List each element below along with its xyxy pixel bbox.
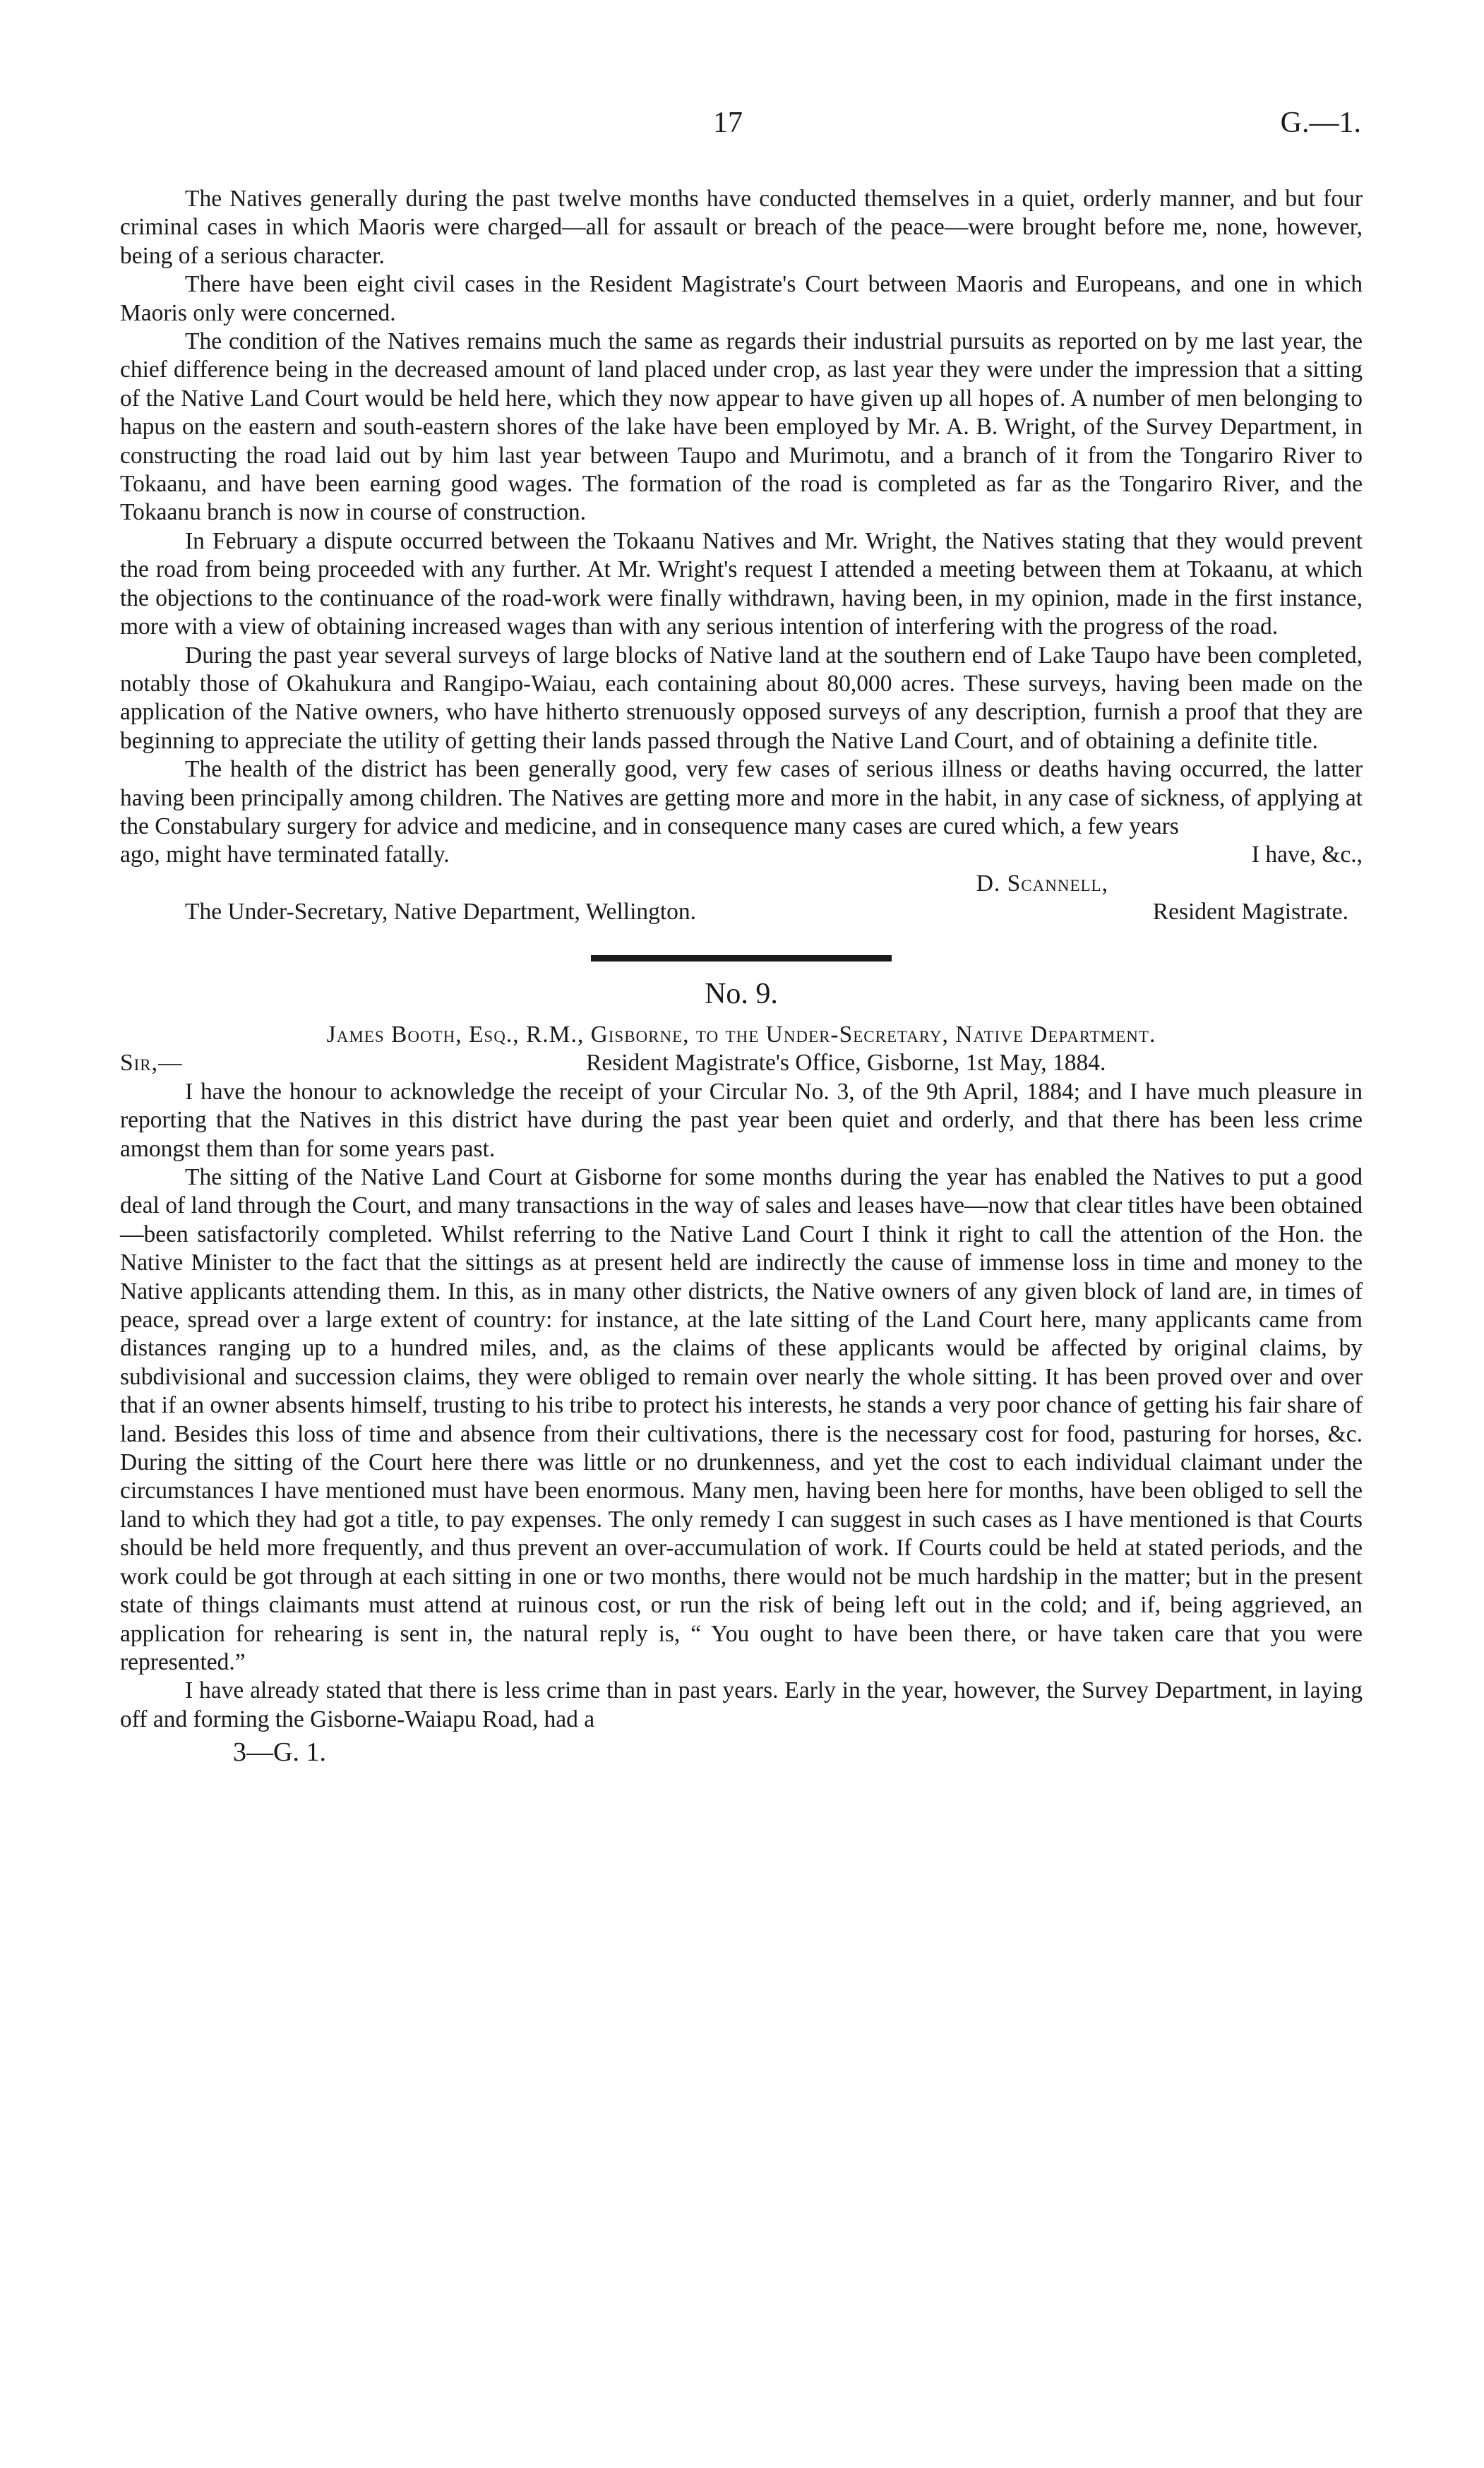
addressee: The Under-Secretary, Native Department, Wellington.	[185, 899, 697, 926]
signature: D. Scannell,	[976, 870, 1108, 897]
from-line: James Booth, Esq., R.M., Gisborne, to the Under-Secretary, Native Department.	[326, 1021, 1156, 1048]
paragraph: The sitting of the Native Land Court at Gisborne for some months during the year has enabled the Natives to put a good deal of land through the Court, and many transactions in the way of sales and leases have—now that clear titles have been obtained—been satisfactorily completed. Whilst referring to the Native Land Court I think it right to call the attention of the Hon. the Native Minister to the fact that the sittings as at present held are indirectly the cause of immense loss in time and money to the Native applicants attending them. In this, as in many other districts, the Native owners of any given block of land are, in times of peace, spread over a large extent of country: for instance, at the late sitting of the Land Court here, many applicants came from distances ranging up to a hundred miles, and, as the claims of these applicants would be affected by original claims, by subdivisional and succession claims, they were obliged to remain over nearly the whole sitting. It has been proved over and over that if an owner absents himself, trusting to his tribe to protect his interests, he stands a very poor chance of getting his fair share of land. Besides this loss of time and absence from their cultivations, there is the necessary cost for food, pasturing for horses, &c. During the sitting of the Court here there was little or no drunkenness, and yet the cost to each individual claimant under the circumstances I have mentioned must have been enormous. Many men, having been here for months, have been obliged to sell the land to which they had got a title, to pay expenses. The only remedy I can suggest in such cases as I have mentioned is that Courts should be held more frequently, and thus prevent an over-accumulation of work. If Courts could be held at stated periods, and the work could be got through at each sitting in one or two months, there would not be much hardship in the matter; but in the present state of things claimants must attend at ruinous cost, or run the risk of being left out in the cold; and if, being aggrieved, an application for rehearing is sent in, the natural reply is, “ You ought to have been there, or have taken care that you were represented.”	[120, 1164, 1363, 1675]
paragraph: During the past year several surveys of large blocks of Native land at the southern end of Lake Taupo have been completed, notably those of Okahukura and Rangipo-Waiau, each containing about 80,000 acres. These surveys, having been made on the application of the Native owners, who have hitherto strenuously opposed surveys of any description, furnish a proof that they are beginning to appreciate the utility of getting their lands passed through the Native Land Court, and of obtaining a definite title.	[120, 642, 1363, 754]
salutation-row	[120, 1049, 1363, 1077]
sheet-code: 3—G. 1.	[233, 1737, 326, 1768]
dateline: Resident Magistrate's Office, Gisborne, 1st May, 1884.	[586, 1050, 1106, 1077]
salutation: Sir,—	[120, 1050, 183, 1077]
paragraph: There have been eight civil cases in the Resident Magistrate's Court between Maoris and Europeans, and one in which Maoris only were concerned.	[120, 271, 1363, 326]
letter-scannell	[120, 185, 1363, 927]
paragraph: I have the honour to acknowledge the receipt of your Circular No. 3, of the 9th April, 1884; and I have much pleasure in reporting that the Natives in this district have during the past year been quiet and orderly, and that there has been less crime amongst them than for some years past.	[120, 1078, 1363, 1162]
address-line	[120, 898, 1363, 926]
signer-title: Resident Magistrate.	[1152, 899, 1348, 926]
paragraph: The Natives generally during the past twelve months have conducted themselves in a quiet, orderly manner, and but four criminal cases in which Maoris were charged—all for assault or breach of the peace—were brought before me, none, however, being of a serious character.	[120, 186, 1363, 269]
valediction: I have, &c.,	[1251, 841, 1363, 868]
page-body	[120, 185, 1363, 1767]
paragraph: In February a dispute occurred between the Tokaanu Natives and Mr. Wright, the Natives stating that they would prevent the road from being proceeded with any further. At Mr. Wright's request I attended a meeting between them at Tokaanu, at which the objections to the continuance of the road-work were finally withdrawn, having been, in my opinion, made in the first instance, more with a view of obtaining increased wages than with any serious intention of interfering with the progress of the road.	[120, 527, 1363, 640]
closing-text: ago, might have terminated fatally.	[120, 841, 450, 868]
page-header	[0, 106, 1484, 148]
closing-line	[120, 841, 1363, 869]
letter-booth	[120, 1078, 1363, 1734]
section-title: No. 9.	[705, 977, 778, 1010]
paragraph: I have already stated that there is less crime than in past years. Early in the year, however, the Survey Department, in laying off and forming the Gisborne-Waiapu Road, had a	[120, 1677, 1363, 1732]
document-code: G.—1.	[1280, 107, 1361, 139]
page-number: 17	[713, 107, 743, 139]
paragraph: The health of the district has been generally good, very few cases of serious illness or deaths having occurred, the latter having been principally among children. The Natives are getting more and more in the habit, in any case of sickness, of applying at the Constabulary surgery for advice and medicine, and in consequence many cases are cured which, a few years	[120, 756, 1363, 839]
section-divider	[591, 955, 892, 962]
paragraph: The condition of the Natives remains much the same as regards their industrial pursuits as reported on by me last year, the chief difference being in the decreased amount of land placed under crop, as last year they were under the impression that a sitting of the Native Land Court would be held here, which they now appear to have given up all hopes of. A number of men belonging to hapus on the eastern and south-eastern shores of the lake have been employed by Mr. A. B. Wright, of the Survey Department, in constructing the road laid out by him last year between Taupo and Murimotu, and a branch of it from the Tongariro River to Tokaanu, and have been earning good wages. The formation of the road is completed as far as the Tongariro River, and the Tokaanu branch is now in course of construction.	[120, 328, 1363, 526]
